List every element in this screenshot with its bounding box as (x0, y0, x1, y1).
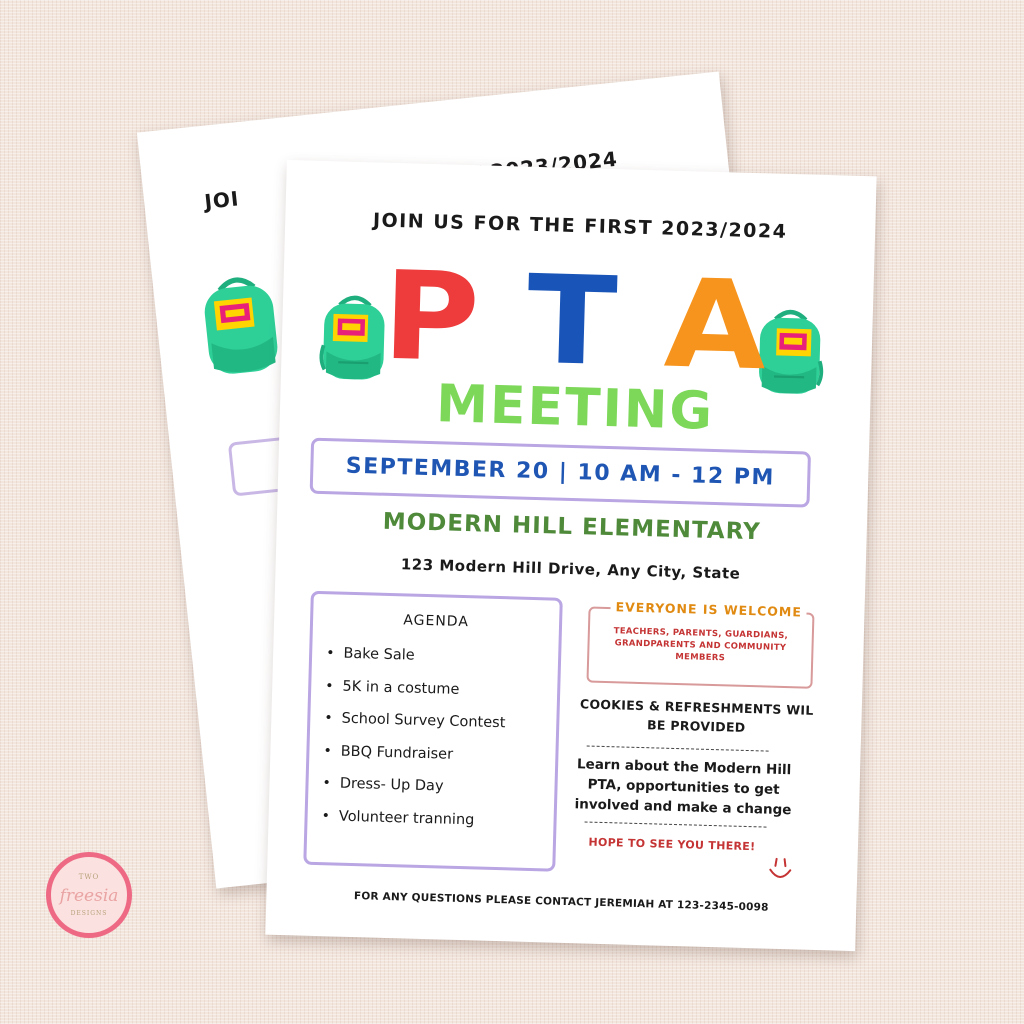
title-letter-t: T (524, 248, 626, 394)
school-name: MODERN HILL ELEMENTARY (382, 508, 762, 546)
back-flyer-header: JOI (203, 186, 241, 214)
agenda-item: • BBQ Fundraiser (323, 742, 552, 781)
pta-title (281, 244, 874, 398)
contact-line: FOR ANY QUESTIONS PLEASE CONTACT JEREMIAH AT 123-2345-0098 (353, 890, 769, 914)
front-flyer-sheet (265, 160, 876, 951)
svg-text:TWO: TWO (78, 873, 100, 881)
learn-more-text: Learn about the Modern Hill PTA, opportunities to get involved and make a change (574, 756, 792, 819)
agenda-item: • Dress- Up Day (322, 774, 551, 813)
smiley-icon (767, 856, 794, 885)
welcome-box (586, 599, 814, 689)
intro-line: JOIN US FOR THE FIRST 2023/2024 (372, 209, 788, 243)
agenda-item: • Bake Sale (326, 644, 555, 683)
agenda-item: • 5K in a costume (325, 677, 554, 716)
refreshments-note: COOKIES & REFRESHMENTS WIL BE PROVIDED (579, 696, 814, 735)
school-address: 123 Modern Hill Drive, Any City, State (400, 555, 741, 583)
brand-logo (46, 852, 132, 938)
welcome-title: EVERYONE IS WELCOME (610, 599, 807, 619)
svg-text:freesia: freesia (59, 886, 119, 906)
title-letter-a: A (662, 252, 775, 398)
agenda-item: • Volunteer tranning (321, 807, 550, 846)
title-letter-p: P (380, 244, 488, 390)
meeting-title: MEETING (435, 374, 715, 442)
agenda-box (303, 591, 563, 872)
dashed-divider (585, 821, 767, 827)
logo-mark (51, 857, 127, 933)
date-time-banner: SEPTEMBER 20 | 10 AM - 12 PM (310, 438, 811, 508)
agenda-item: • School Survey Contest (324, 709, 553, 748)
svg-text:DESIGNS: DESIGNS (70, 910, 108, 917)
backpack-icon (192, 269, 289, 389)
welcome-subtitle: TEACHERS, PARENTS, GUARDIANS, GRANDPARENTS AND COMMUNITY MEMBERS (613, 626, 789, 664)
agenda-list (321, 644, 554, 845)
closing-text: HOPE TO SEE YOU THERE! (588, 835, 756, 854)
dashed-divider (587, 746, 769, 752)
agenda-title: AGENDA (403, 612, 470, 631)
